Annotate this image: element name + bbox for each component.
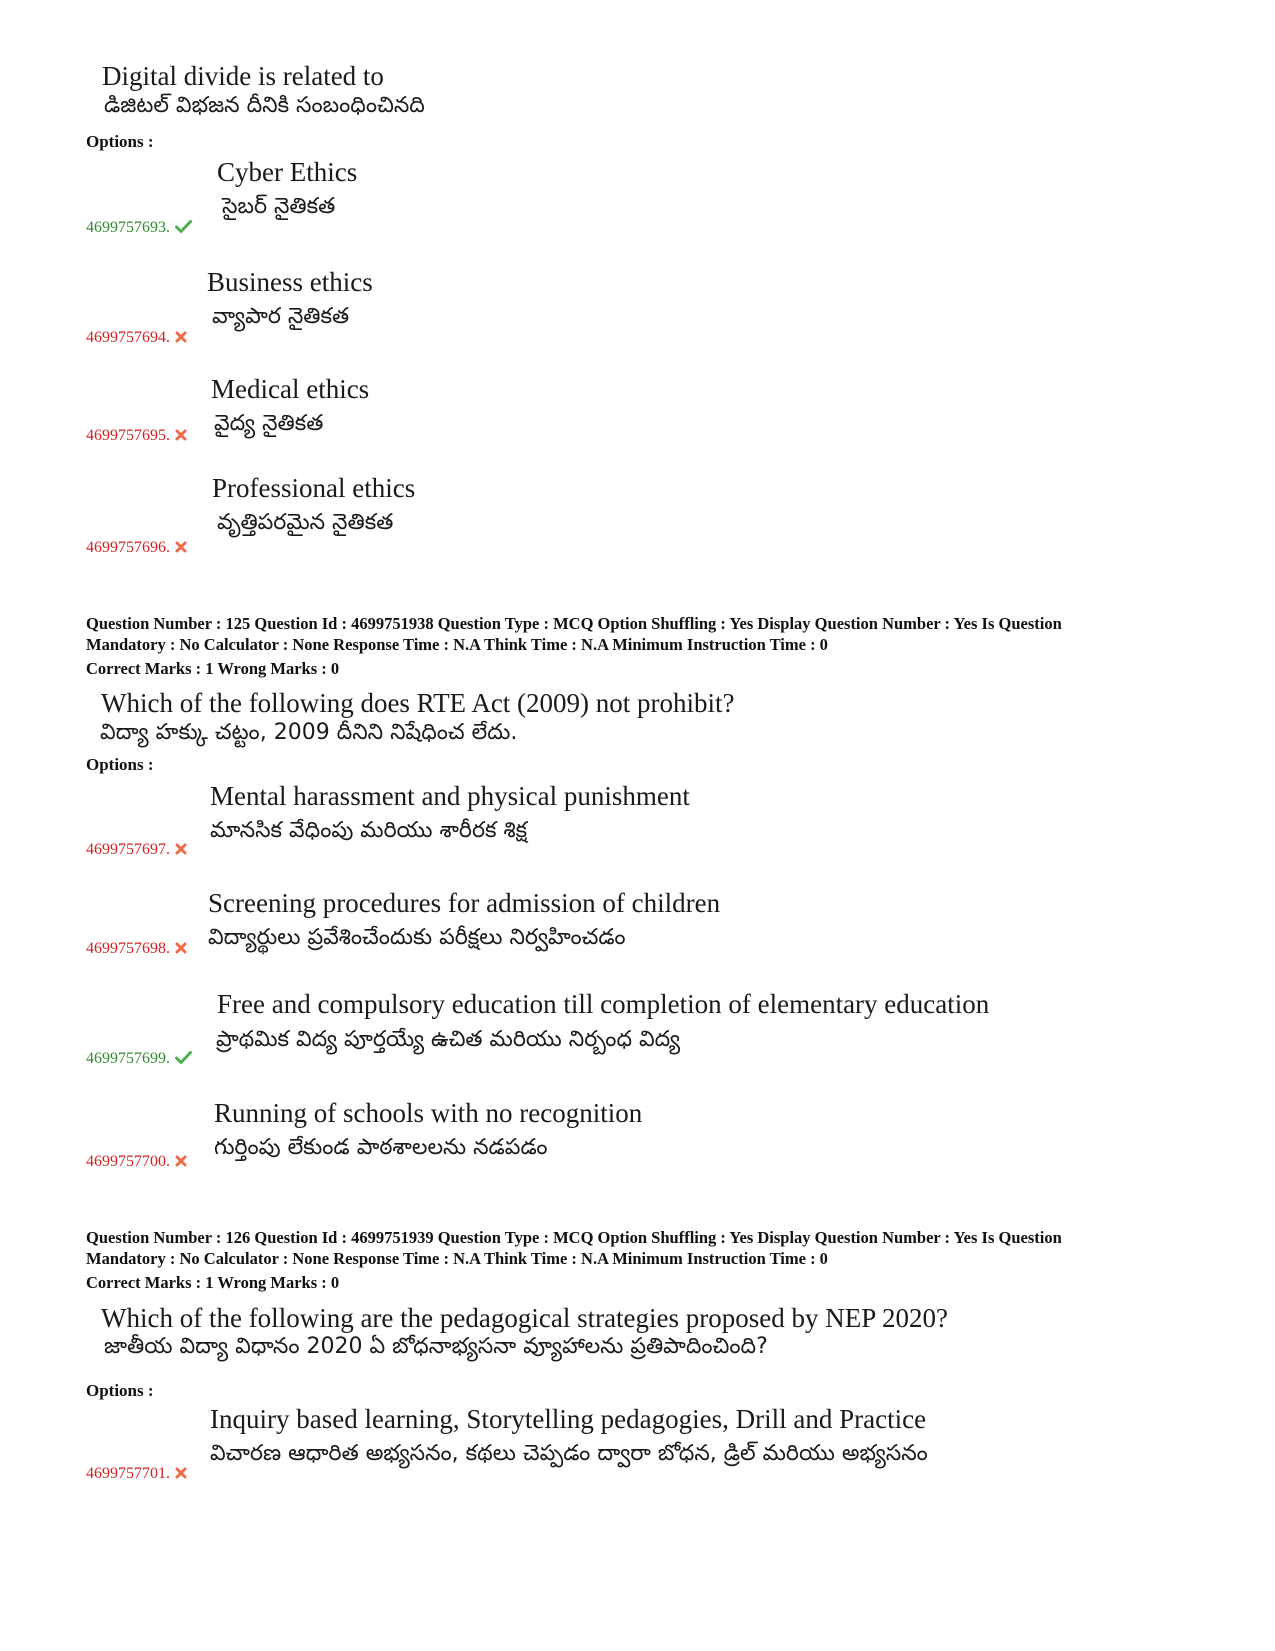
q125-option-3-te: ప్రాథమిక విద్య పూర్తయ్యే ఉచిత మరియు నిర్బంధ విద్య	[216, 1027, 681, 1052]
q124-option-2-te: వ్యాపార నైతికత	[212, 304, 350, 329]
q124-option-4-te: వృత్తిపరమైన నైతికత	[217, 510, 394, 535]
cross-icon	[175, 1466, 187, 1484]
q125-option-3-id: 4699757699.	[86, 1050, 192, 1069]
q124-options-label: Options :	[86, 132, 154, 151]
q124-option-2-en: Business ethics	[207, 267, 373, 297]
q124-stem-te: డిజిటల్ విభజన దీనికి సంబంధించినది	[104, 93, 425, 118]
q125-option-4-en: Running of schools with no recognition	[214, 1098, 643, 1128]
q126-options-label: Options :	[86, 1381, 154, 1400]
q125-meta	[86, 613, 1062, 679]
q126-meta-line1: Question Number : 126 Question Id : 4699751939 Question Type : MCQ Option Shuffling : Yes Display Question Number : Yes Is Question	[86, 1228, 1062, 1247]
q125-stem-te: విద్యా హక్కు చట్టం, 2009 దీనిని నిషేధించ లేదు.	[100, 720, 518, 745]
q125-stem-en: Which of the following does RTE Act (2009) not prohibit?	[101, 688, 735, 718]
cross-icon	[175, 540, 187, 558]
q126-option-1-en: Inquiry based learning, Storytelling pedagogies, Drill and Practice	[210, 1404, 927, 1434]
q126-option-1-id: 4699757701.	[86, 1465, 187, 1484]
q124-option-4-id: 4699757696.	[86, 539, 187, 558]
check-icon	[175, 220, 192, 238]
q125-option-1-id: 4699757697.	[86, 841, 187, 860]
cross-icon	[175, 1154, 187, 1172]
cross-icon	[175, 842, 187, 860]
cross-icon	[175, 330, 187, 348]
q124-stem-en: Digital divide is related to	[102, 61, 384, 91]
q124-option-3-te: వైద్య నైతికత	[214, 411, 324, 436]
cross-icon	[175, 941, 187, 959]
q125-meta-line2: Mandatory : No Calculator : None Response Time : N.A Think Time : N.A Minimum Instruction Time : 0	[86, 635, 828, 654]
q126-option-1-te: విచారణ ఆధారిత అభ్యసనం, కథలు చెప్పడం ద్వారా బోధన, డ్రిల్ మరియు అభ్యసనం	[210, 1441, 928, 1466]
q126-meta	[86, 1227, 1062, 1293]
q124-option-3-id: 4699757695.	[86, 427, 187, 446]
cross-icon	[175, 428, 187, 446]
q126-meta-line2: Mandatory : No Calculator : None Response Time : N.A Think Time : N.A Minimum Instruction Time : 0	[86, 1249, 828, 1268]
q124-option-3-en: Medical ethics	[211, 374, 370, 404]
q126-stem-te: జాతీయ విద్యా విధానం 2020 ఏ బోధనాభ్యసనా వ్యూహాలను ప్రతిపాదించింది?	[104, 1334, 768, 1359]
q124-option-1-en: Cyber Ethics	[217, 157, 358, 187]
q125-option-3-en: Free and compulsory education till completion of elementary education	[217, 989, 990, 1019]
q125-option-2-en: Screening procedures for admission of children	[208, 888, 721, 918]
q125-option-1-te: మానసిక వేధింపు మరియు శారీరక శిక్ష	[210, 818, 528, 843]
q126-stem-en: Which of the following are the pedagogical strategies proposed by NEP 2020?	[101, 1303, 949, 1333]
q124-option-1-te: సైబర్ నైతికత	[222, 194, 336, 219]
q126-marks: Correct Marks : 1 Wrong Marks : 0	[86, 1273, 340, 1292]
q125-meta-line1: Question Number : 125 Question Id : 4699751938 Question Type : MCQ Option Shuffling : Yes Display Question Number : Yes Is Question	[86, 614, 1062, 633]
q124-option-1-id: 4699757693.	[86, 219, 192, 238]
q125-option-4-id: 4699757700.	[86, 1153, 187, 1172]
q125-options-label: Options :	[86, 755, 154, 774]
q125-option-4-te: గుర్తింపు లేకుండ పాఠశాలలను నడపడం	[214, 1135, 548, 1160]
q125-option-2-id: 4699757698.	[86, 940, 187, 959]
q124-option-2-id: 4699757694.	[86, 329, 187, 348]
check-icon	[175, 1051, 192, 1069]
q125-option-2-te: విద్యార్థులు ప్రవేశించేందుకు పరీక్షలు నిర్వహించడం	[208, 925, 626, 950]
q125-marks: Correct Marks : 1 Wrong Marks : 0	[86, 659, 340, 678]
q125-option-1-en: Mental harassment and physical punishment	[210, 781, 690, 811]
q124-option-4-en: Professional ethics	[212, 473, 416, 503]
